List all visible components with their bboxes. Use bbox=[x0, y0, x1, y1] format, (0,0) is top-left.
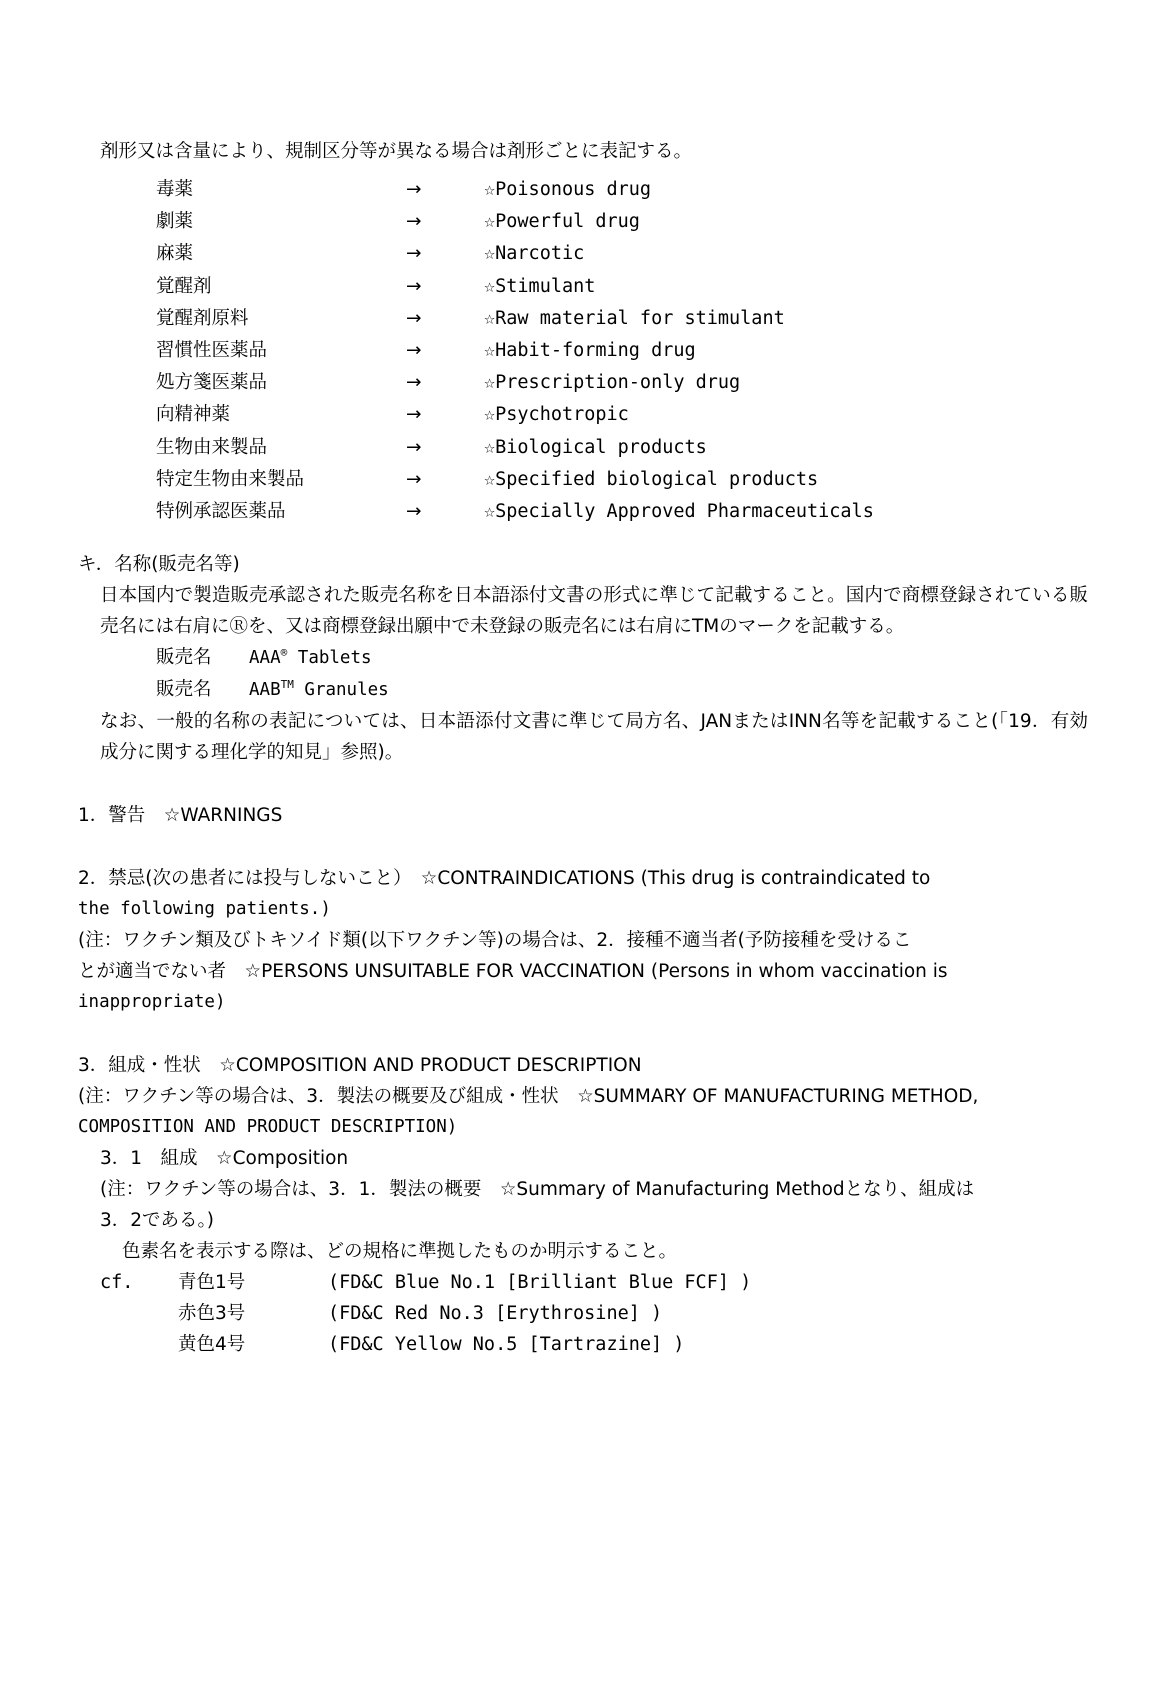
term-en: ☆Specially Approved Pharmaceuticals bbox=[484, 501, 874, 523]
table-row bbox=[156, 174, 874, 206]
term-table-body bbox=[156, 174, 874, 528]
section-2-line-1: 2．禁忌(次の患者には投与しないこと） ☆CONTRAINDICATIONS (This drug is contraindicated to bbox=[78, 868, 931, 890]
colorant-jp: 青色1号 bbox=[178, 1272, 246, 1294]
spacer bbox=[78, 768, 1088, 800]
term-en: ☆Psychotropic bbox=[484, 404, 629, 426]
table-row bbox=[100, 1329, 751, 1360]
brand-suffix: Tablets bbox=[287, 648, 372, 669]
arrow-glyph: → bbox=[406, 340, 422, 362]
table-row bbox=[100, 1267, 751, 1298]
term-jp: 生物由来製品 bbox=[156, 436, 268, 458]
document-content bbox=[78, 138, 1088, 1360]
section-3-note-line-2: 3．2である。) bbox=[100, 1210, 215, 1232]
cf-label-empty bbox=[100, 1329, 178, 1360]
brand-name: AAB bbox=[249, 680, 281, 701]
term-en: ☆Biological products bbox=[484, 436, 707, 458]
table-row bbox=[156, 206, 874, 238]
term-en: ☆Raw material for stimulant bbox=[484, 307, 785, 329]
table-row bbox=[156, 271, 874, 303]
arrow-glyph: → bbox=[406, 468, 422, 490]
section-2-line-3: (注：ワクチン類及びトキソイド類(以下ワクチン等)の場合は、2．接種不適当者(予防接種を受けるこ bbox=[78, 930, 912, 952]
table-row bbox=[156, 399, 874, 431]
section-3-line-2: (注：ワクチン等の場合は、3．製法の概要及び組成・性状 ☆SUMMARY OF MANUFACTURING METHOD, bbox=[78, 1086, 979, 1108]
section-ki-paragraph-2: なお、一般的名称の表記については、日本語添付文書に準じて局方名、JANまたはINN名等を記載すること(「19．有効成分に関する理化学的知見」参照)。 bbox=[100, 711, 1088, 764]
table-row bbox=[100, 1298, 751, 1329]
brand-name: AAA bbox=[249, 648, 281, 669]
section-3-note-line-1: (注：ワクチン等の場合は、3．1．製法の概要 ☆Summary of Manufacturing Methodとなり、組成は bbox=[100, 1179, 975, 1201]
section-ki-paragraph-1: 日本国内で製造販売承認された販売名称を日本語添付文書の形式に準じて記載すること。国内で商標登録されている販売名には右肩にⓇを、又は商標登録出願中で未登録の販売名には右肩にTMのマークを記載する。 bbox=[100, 585, 1088, 638]
brand-name-row-1 bbox=[156, 642, 1088, 674]
table-row bbox=[156, 464, 874, 496]
table-row bbox=[156, 496, 874, 528]
brand-name-row-2 bbox=[156, 674, 1088, 706]
colorant-example-table bbox=[100, 1267, 751, 1360]
spacer bbox=[78, 528, 1088, 550]
arrow-glyph: → bbox=[406, 211, 422, 233]
term-en: ☆Prescription-only drug bbox=[484, 372, 741, 394]
brand-label: 販売名 bbox=[156, 679, 212, 701]
section-3-line-3: COMPOSITION AND PRODUCT DESCRIPTION) bbox=[78, 1117, 458, 1138]
intro-paragraph: 剤形又は含量により、規制区分等が異なる場合は剤形ごとに表記する。 bbox=[100, 141, 693, 162]
term-jp: 毒薬 bbox=[156, 179, 194, 200]
cf-label: cf. bbox=[100, 1272, 134, 1294]
section-3-1-heading: 3．1 組成 ☆Composition bbox=[100, 1148, 349, 1170]
table-row bbox=[156, 367, 874, 399]
term-jp: 麻薬 bbox=[156, 243, 194, 265]
term-jp: 特例承認医薬品 bbox=[156, 501, 286, 523]
arrow-glyph: → bbox=[406, 501, 422, 523]
term-jp: 特定生物由来製品 bbox=[156, 468, 305, 490]
section-2-line-5: inappropriate) bbox=[78, 992, 226, 1013]
term-en: ☆Stimulant bbox=[484, 275, 596, 297]
term-jp: 劇薬 bbox=[156, 211, 194, 233]
arrow-glyph: → bbox=[406, 372, 422, 394]
term-en: ☆Powerful drug bbox=[484, 211, 640, 233]
term-jp: 処方箋医薬品 bbox=[156, 372, 268, 394]
spacer bbox=[78, 1018, 1088, 1050]
term-jp: 覚醒剤 bbox=[156, 275, 212, 297]
regulatory-category-table bbox=[156, 174, 874, 528]
arrow-glyph: → bbox=[406, 436, 422, 458]
cf-label-empty bbox=[100, 1298, 178, 1329]
table-row bbox=[156, 432, 874, 464]
colorant-en: (FD&C Red No.3 [Erythrosine] ) bbox=[328, 1303, 663, 1325]
arrow-glyph: → bbox=[406, 243, 422, 265]
trademark-mark: TM bbox=[280, 678, 294, 692]
section-2-line-2: the following patients.) bbox=[78, 899, 331, 920]
table-row bbox=[156, 335, 874, 367]
term-jp: 覚醒剤原料 bbox=[156, 307, 249, 329]
section-3-statement: 色素名を表示する際は、どの規格に準拠したものか明示すること。 bbox=[122, 1241, 678, 1263]
table-row bbox=[156, 303, 874, 335]
term-en: ☆Specified biological products bbox=[484, 468, 819, 490]
colorant-en: (FD&C Yellow No.5 [Tartrazine] ) bbox=[328, 1334, 685, 1356]
section-1-warnings: 1．警告 ☆WARNINGS bbox=[78, 805, 283, 827]
colorant-jp: 黄色4号 bbox=[178, 1334, 246, 1356]
arrow-glyph: → bbox=[406, 307, 422, 329]
brand-label: 販売名 bbox=[156, 647, 212, 669]
arrow-glyph: → bbox=[406, 404, 422, 426]
registered-mark: ® bbox=[280, 646, 288, 660]
cf-table-body bbox=[100, 1267, 751, 1360]
colorant-jp: 赤色3号 bbox=[178, 1303, 246, 1325]
colorant-en: (FD&C Blue No.1 [Brilliant Blue FCF] ) bbox=[328, 1272, 752, 1294]
term-en: ☆Habit-forming drug bbox=[484, 340, 696, 362]
term-en: ☆Poisonous drug bbox=[484, 179, 652, 200]
arrow-glyph: → bbox=[406, 275, 422, 297]
term-jp: 向精神薬 bbox=[156, 404, 231, 426]
brand-suffix: Granules bbox=[293, 680, 389, 701]
spacer bbox=[78, 831, 1088, 863]
term-jp: 習慣性医薬品 bbox=[156, 340, 268, 362]
section-heading-ki: キ．名称(販売名等) bbox=[78, 554, 240, 576]
term-en: ☆Narcotic bbox=[484, 243, 585, 265]
section-2-line-4: とが適当でない者 ☆PERSONS UNSUITABLE FOR VACCINATION (Persons in whom vaccination is bbox=[78, 961, 948, 983]
table-row bbox=[156, 238, 874, 270]
section-3-line-1: 3．組成・性状 ☆COMPOSITION AND PRODUCT DESCRIPTION bbox=[78, 1055, 642, 1077]
arrow-glyph: → bbox=[406, 179, 422, 200]
